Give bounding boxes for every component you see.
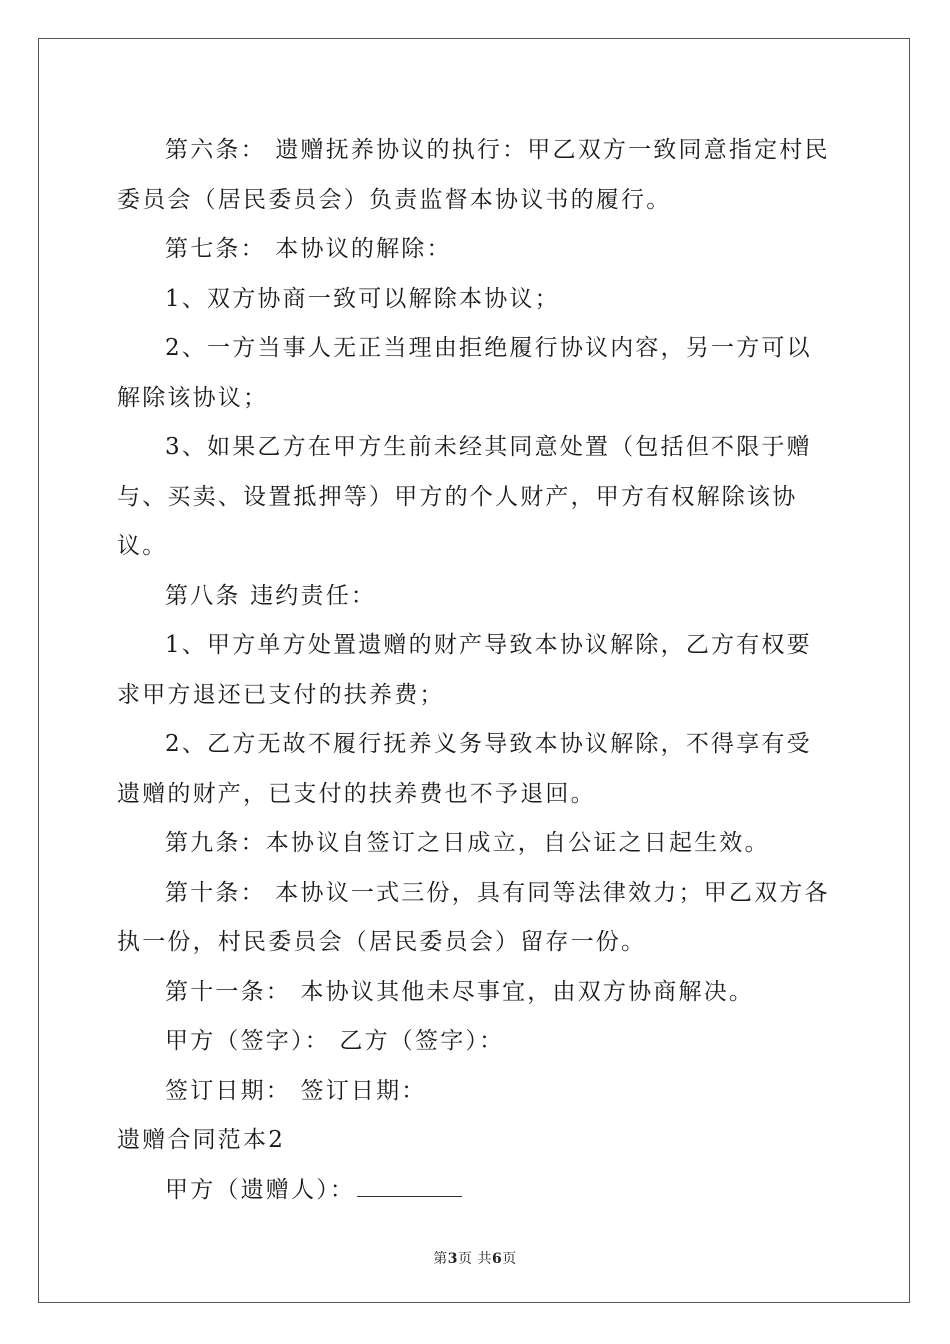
paragraph-article-6: 第六条： 遗赠抚养协议的执行：甲乙双方一致同意指定村民委员会（居民委员会）负责监督本协议书的履行。 [117, 137, 830, 213]
footer-total-pages: 6 [491, 1251, 503, 1267]
paragraph-article-8: 第八条 违约责任： [165, 582, 377, 609]
party-a-label: 甲方（遗赠人）： [165, 1176, 356, 1203]
paragraph-article-7-item-2: 2、一方当事人无正当理由拒绝履行协议内容，另一方可以解除该协议； [117, 335, 812, 411]
paragraph-article-7: 第七条： 本协议的解除： [165, 236, 452, 262]
paragraph-article-11: 第十一条： 本协议其他未尽事宜，由双方协商解决。 [165, 978, 755, 1005]
paragraph-article-7-item-3: 3、如果乙方在甲方生前未经其同意处置（包括但不限于赠与、买卖、设置抵押等）甲方的个人财产，甲方有权解除该协议。 [117, 434, 812, 559]
date-line: 签订日期： 签订日期： [165, 1077, 427, 1104]
paragraph-article-9: 第九条：本协议自签订之日成立，自公证之日起生效。 [165, 830, 770, 856]
paragraph-article-7-item-1: 1、双方协商一致可以解除本协议； [165, 285, 560, 312]
footer-mid: 页 共 [458, 1251, 492, 1267]
paragraph-article-8-item-1: 1、甲方单方处置遗赠的财产导致本协议解除，乙方有权要求甲方退还已支付的扶养费； [117, 632, 812, 708]
footer-prefix: 第 [433, 1251, 448, 1267]
page-footer [0, 1248, 950, 1268]
footer-current-page: 3 [447, 1251, 459, 1267]
party-a-line [117, 1166, 837, 1216]
footer-suffix: 页 [502, 1251, 517, 1267]
document-body [117, 126, 837, 1215]
paragraph-article-8-item-2: 2、乙方无故不履行抚养义务导致本协议解除，不得享有受遗赠的财产，已支付的扶养费也不予退回。 [117, 731, 812, 807]
paragraph-article-10: 第十条： 本协议一式三份，具有同等法律效力；甲乙双方各执一份，村民委员会（居民委员会）留存一份。 [117, 879, 830, 955]
signature-line: 甲方（签字）： 乙方（签字）： [165, 1028, 505, 1054]
section-heading: 遗赠合同范本2 [117, 1127, 286, 1153]
party-a-blank-field[interactable] [357, 1176, 462, 1197]
